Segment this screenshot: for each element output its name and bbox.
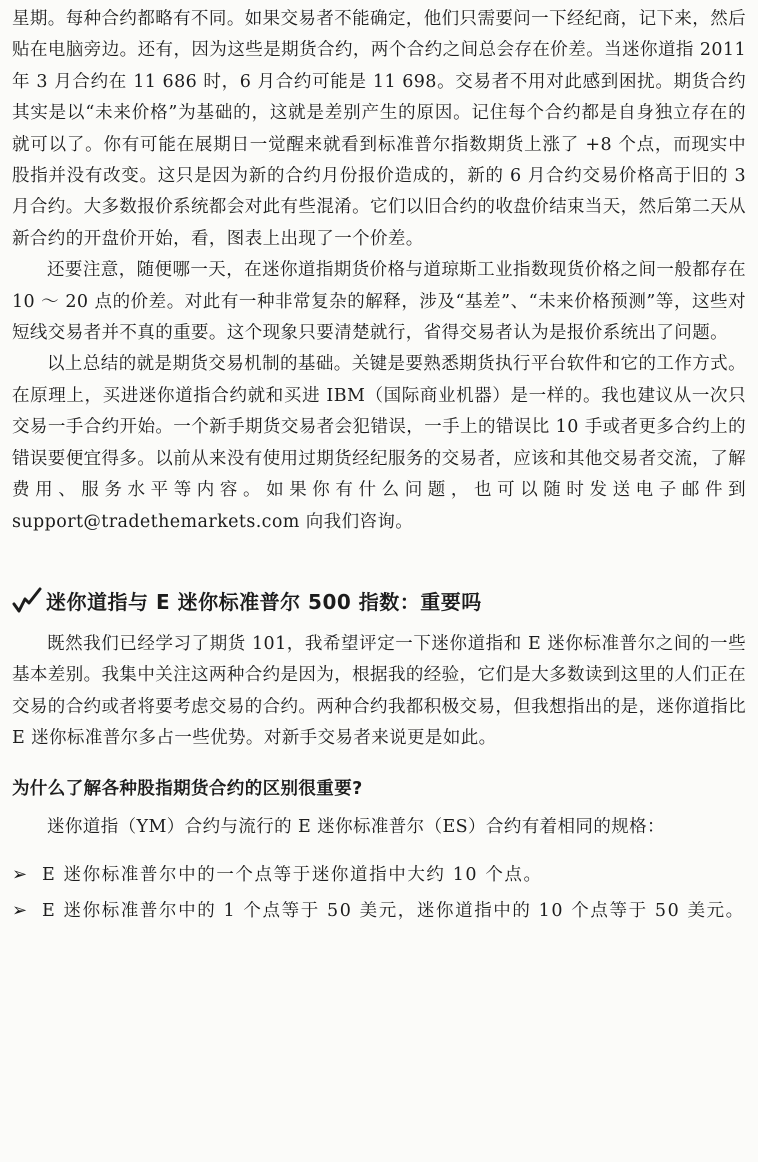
bullet-text: E 迷你标准普尔中的一个点等于迷你道指中大约 10 个点。: [42, 864, 543, 885]
paragraph-basis-note: 还要注意，随便哪一天，在迷你道指期货价格与道琼斯工业指数现货价格之间一般都存在 10 ～ 20 点的价差。对此有一种非常复杂的解释，涉及“基差”、“未来价格预测”等，这些对短线交易者并不真的重要。这个现象只要清楚就行，省得交易者认为是报价系统出了问题。: [12, 260, 746, 344]
list-item: [12, 893, 746, 929]
sub-heading: 为什么了解各种股指期货合约的区别很重要?: [12, 778, 363, 799]
paragraph-contract-comparison: 既然我们已经学习了期货 101，我希望评定一下迷你道指和 E 迷你标准普尔之间的一些基本差别。我集中关注这两种合约是因为，根据我的经验，它们是大多数读到这里的人们正在交易的合约或者将要考虑交易的合约。两种合约我都积极交易，但我想指出的是，迷你道指比 E 迷你标准普尔多占一些优势。对新手交易者来说更是如此。: [12, 633, 746, 749]
arrow-bullet-icon: ➢: [12, 863, 29, 885]
checkmark-trend-icon: [12, 586, 42, 614]
bullet-list: [12, 857, 746, 929]
paragraph-summary: 以上总结的就是期货交易机制的基础。关键是要熟悉期货执行平台软件和它的工作方式。在原理上，买进迷你道指合约就和买进 IBM（国际商业机器）是一样的。我也建议从一次只交易一手合约开始。一个新手期货交易者会犯错误，一手上的错误比 10 手或者更多合约上的错误要便宜得多。以前从来没有使用过期货经纪服务的交易者，应该和其他交易者交流，了解费用、服务水平等内容。如果你有什么问题，也可以随时发送电子邮件到 support@tradethemarkets.com 向我们咨询。: [12, 354, 746, 532]
section-heading-text: 迷你道指与 E 迷你标准普尔 500 指数：重要吗: [46, 589, 482, 614]
paragraph-specs-intro: 迷你道指（YM）合约与流行的 E 迷你标准普尔（ES）合约有着相同的规格：: [47, 816, 665, 837]
list-item: [12, 857, 746, 893]
paragraph-futures-spread: 星期。每种合约都略有不同。如果交易者不能确定，他们只需要问一下经纪商，记下来，然后贴在电脑旁边。还有，因为这些是期货合约，两个合约之间总会存在价差。当迷你道指 2011 年 3 月合约在 11 686 时，6 月合约可能是 11 698。交易者不用对此感到困扰。期货合约其实是以“未来价格”为基础的，这就是差别产生的原因。记住每个合约都是自身独立存在的就可以了。你有可能在展期日一觉醒来就看到标准普尔指数期货上涨了 +8 个点，而现实中股指并没有改变。这只是因为新的合约月份报价造成的，新的 6 月合约交易价格高于旧的 3 月合约。大多数报价系统都会对此有些混淆。它们以旧合约的收盘价结束当天，然后第二天从新合约的开盘价开始，看，图表上出现了一个价差。: [12, 9, 746, 249]
section-heading: [12, 586, 746, 615]
bullet-text: E 迷你标准普尔中的 1 个点等于 50 美元，迷你道指中的 10 个点等于 50 美元。: [42, 900, 745, 921]
arrow-bullet-icon: ➢: [12, 899, 29, 921]
